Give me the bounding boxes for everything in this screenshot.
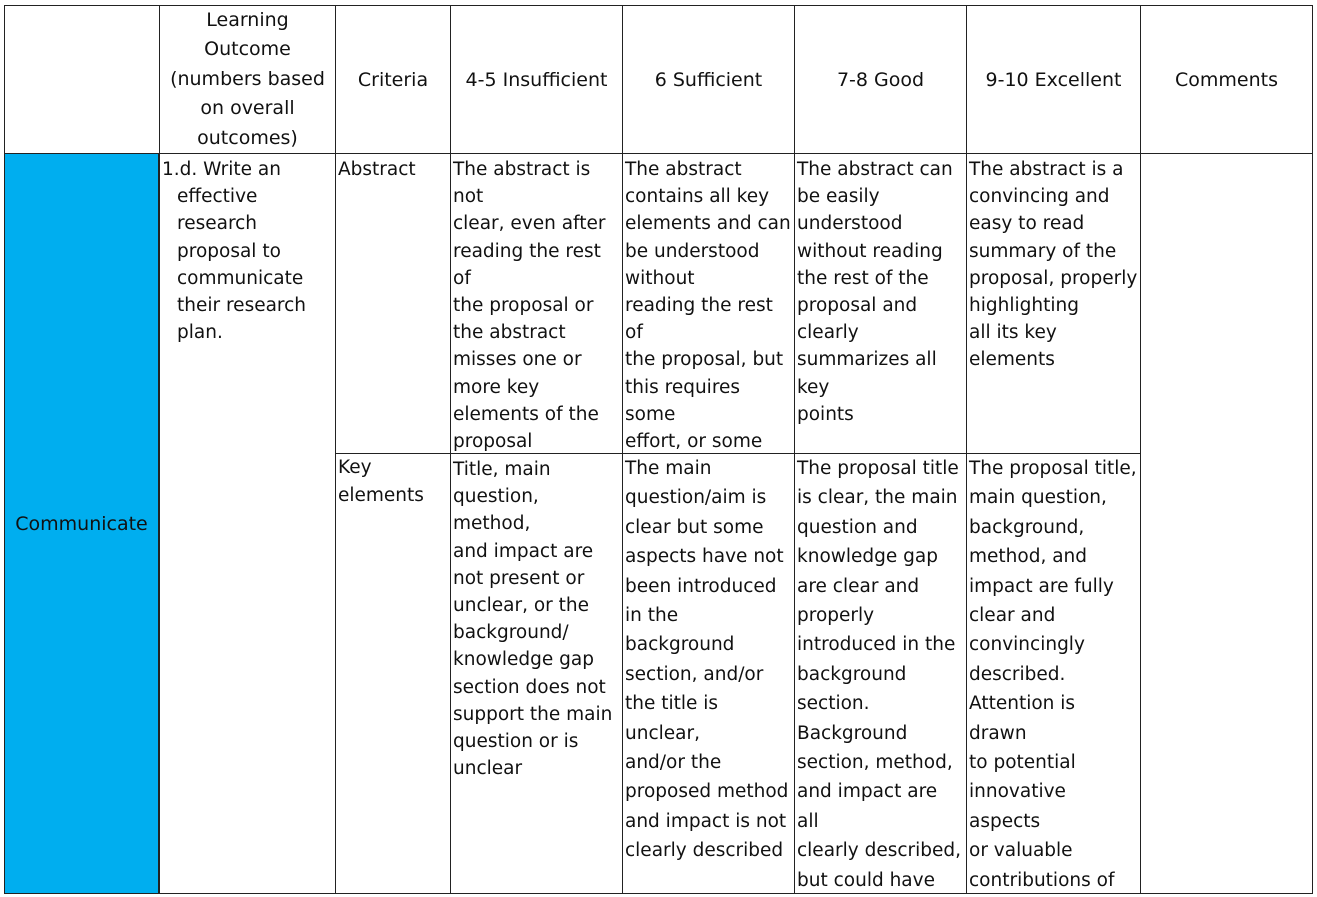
- learning-outcome-text: 1.d. Write an effective research proposal to communicate their research plan.: [159, 153, 336, 894]
- header-sufficient: 6 Sufficient: [622, 5, 795, 154]
- category-communicate: Communicate: [4, 153, 160, 894]
- header-learning-outcome: Learning Outcome (numbers based on overall outcomes): [159, 5, 336, 154]
- header-insufficient: 4-5 Insufficient: [450, 5, 623, 154]
- abstract-good: The abstract can be easily understood without reading the rest of the proposal and clearly summarizes all key points: [794, 153, 967, 454]
- criterion-key-elements: Key elements: [335, 453, 451, 894]
- abstract-insufficient: The abstract is not clear, even after reading the rest of the proposal or the abstract misses one or more key elements of the proposal: [450, 153, 623, 454]
- key-elements-good: The proposal title is clear, the main question and knowledge gap are clear and properly introduced in the background section. Background section, method, and impact are all clearly described, but could have: [794, 453, 967, 894]
- header-criteria: Criteria: [335, 5, 451, 154]
- header-good: 7-8 Good: [794, 5, 967, 154]
- rubric-table: [4, 5, 1313, 894]
- criterion-abstract: Abstract: [335, 153, 451, 454]
- abstract-excellent: The abstract is a convincing and easy to read summary of the proposal, properly highlighting all its key elements: [966, 153, 1141, 454]
- key-elements-excellent: The proposal title, main question, background, method, and impact are fully clear and convincingly described. Attention is drawn to potential innovative aspects or valuable contributions of: [966, 453, 1141, 894]
- key-elements-sufficient: The main question/aim is clear but some aspects have not been introduced in the background section, and/or the title is unclear, and/or the proposed method and impact is not clearly described: [622, 453, 795, 894]
- abstract-sufficient: The abstract contains all key elements and can be understood without reading the rest of the proposal, but this requires some effort, or some: [622, 153, 795, 454]
- key-elements-insufficient: Title, main question, method, and impact are not present or unclear, or the background/ knowledge gap section does not support the main question or is unclear: [450, 453, 623, 894]
- header-blank: [4, 5, 160, 154]
- header-comments: Comments: [1140, 5, 1313, 154]
- comments-cell: [1140, 153, 1313, 894]
- header-excellent: 9-10 Excellent: [966, 5, 1141, 154]
